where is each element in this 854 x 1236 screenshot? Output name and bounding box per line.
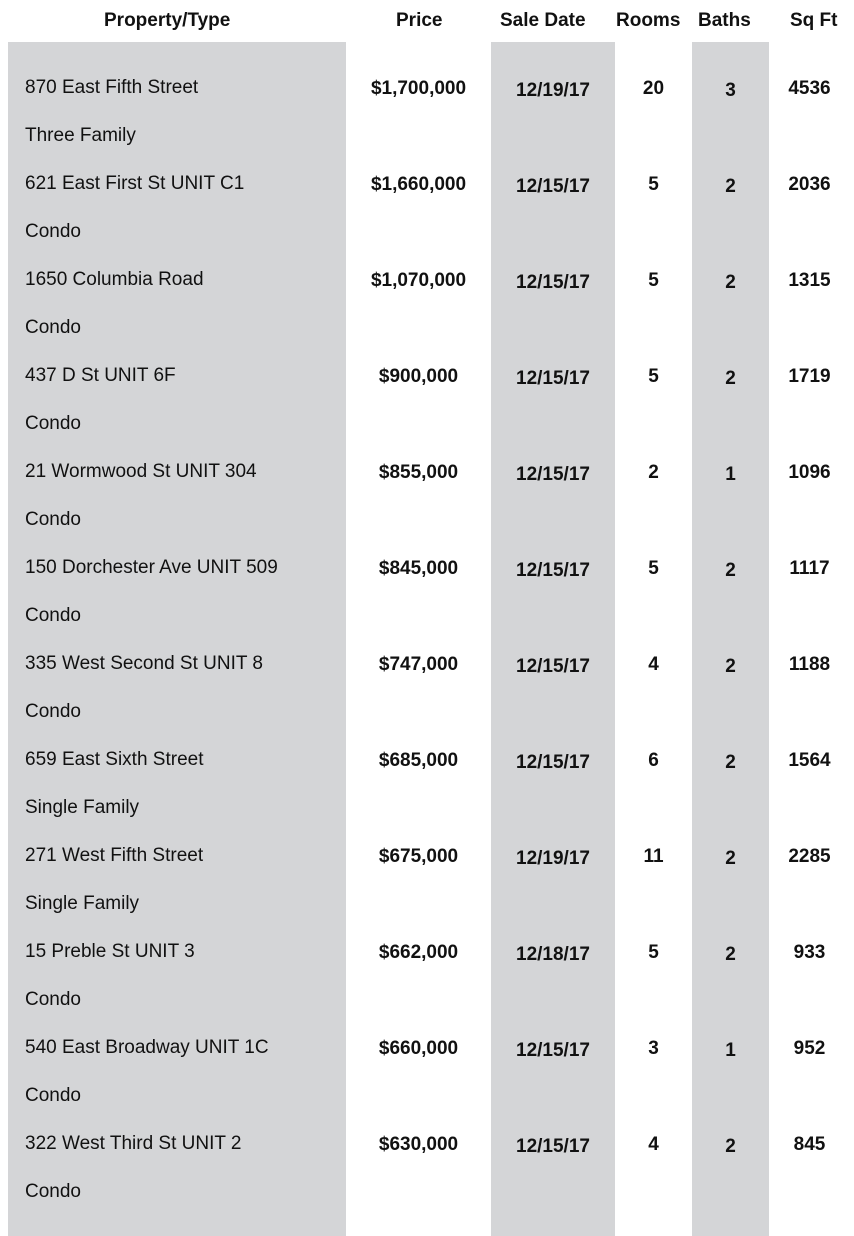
rooms-count: 4 (648, 654, 659, 675)
sale-date: 12/15/17 (516, 1040, 590, 1061)
property-type: Condo (25, 605, 81, 626)
sale-date: 12/19/17 (516, 80, 590, 101)
baths-count: 2 (725, 656, 736, 677)
table-row (0, 531, 854, 627)
sale-price: $855,000 (378, 462, 459, 483)
baths-count: 2 (725, 272, 736, 293)
sale-price: $900,000 (378, 366, 459, 387)
sale-price: $685,000 (378, 750, 459, 771)
property-address: 659 East Sixth Street (25, 749, 204, 770)
property-type: Condo (25, 317, 81, 338)
sale-date: 12/15/17 (516, 368, 590, 389)
property-address: 621 East First St UNIT C1 (25, 173, 245, 194)
rooms-count: 6 (648, 750, 659, 771)
rooms-count: 2 (648, 462, 659, 483)
property-type: Condo (25, 989, 81, 1010)
property-address: 1650 Columbia Road (25, 269, 204, 290)
sale-price: $1,660,000 (370, 174, 467, 195)
rooms-count: 5 (648, 942, 659, 963)
rooms-count: 4 (648, 1134, 659, 1155)
sale-price: $845,000 (378, 558, 459, 579)
table-row (0, 1107, 854, 1203)
rooms-count: 5 (648, 174, 659, 195)
property-type: Condo (25, 413, 81, 434)
table-row (0, 243, 854, 339)
rooms-count: 5 (648, 366, 659, 387)
property-address: 335 West Second St UNIT 8 (25, 653, 263, 674)
property-address: 437 D St UNIT 6F (25, 365, 176, 386)
sale-date: 12/15/17 (516, 752, 590, 773)
property-address: 271 West Fifth Street (25, 845, 204, 866)
property-address: 540 East Broadway UNIT 1C (25, 1037, 269, 1058)
baths-count: 3 (725, 80, 736, 101)
table-row (0, 819, 854, 915)
square-feet: 952 (793, 1038, 826, 1059)
sale-date: 12/15/17 (516, 272, 590, 293)
sale-date: 12/15/17 (516, 560, 590, 581)
square-feet: 1564 (788, 750, 831, 771)
property-address: 150 Dorchester Ave UNIT 509 (25, 557, 278, 578)
sale-price: $660,000 (378, 1038, 459, 1059)
baths-count: 1 (725, 1040, 736, 1061)
column-header-rooms: Rooms (616, 10, 681, 31)
baths-count: 2 (725, 752, 736, 773)
square-feet: 1719 (788, 366, 831, 387)
square-feet: 1096 (788, 462, 831, 483)
sale-date: 12/15/17 (516, 176, 590, 197)
square-feet: 2285 (788, 846, 831, 867)
column-header-baths: Baths (698, 10, 751, 31)
sale-price: $662,000 (378, 942, 459, 963)
baths-count: 2 (725, 368, 736, 389)
sale-price: $675,000 (378, 846, 459, 867)
table-row (0, 723, 854, 819)
property-type: Condo (25, 509, 81, 530)
baths-count: 2 (725, 560, 736, 581)
square-feet: 1315 (788, 270, 831, 291)
column-header-price: Price (396, 10, 443, 31)
rooms-count: 5 (648, 270, 659, 291)
column-header-sale-date: Sale Date (500, 10, 586, 31)
square-feet: 4536 (788, 78, 831, 99)
property-type: Condo (25, 701, 81, 722)
baths-count: 2 (725, 848, 736, 869)
table-header (0, 0, 854, 42)
square-feet: 2036 (788, 174, 831, 195)
property-address: 870 East Fifth Street (25, 77, 199, 98)
baths-count: 2 (725, 176, 736, 197)
table-row (0, 435, 854, 531)
property-type: Condo (25, 221, 81, 242)
square-feet: 845 (793, 1134, 826, 1155)
property-type: Condo (25, 1181, 81, 1202)
sale-price: $1,070,000 (370, 270, 467, 291)
table-row (0, 51, 854, 147)
baths-count: 2 (725, 944, 736, 965)
property-address: 322 West Third St UNIT 2 (25, 1133, 242, 1154)
sale-date: 12/18/17 (516, 944, 590, 965)
property-type: Condo (25, 1085, 81, 1106)
table-row (0, 147, 854, 243)
rooms-count: 20 (642, 78, 665, 99)
table-row (0, 1011, 854, 1107)
sale-price: $1,700,000 (370, 78, 467, 99)
property-type: Three Family (25, 125, 136, 146)
property-type: Single Family (25, 797, 140, 818)
sale-date: 12/15/17 (516, 464, 590, 485)
square-feet: 933 (793, 942, 826, 963)
baths-count: 1 (725, 464, 736, 485)
baths-count: 2 (725, 1136, 736, 1157)
sale-price: $630,000 (378, 1134, 459, 1155)
rooms-count: 11 (643, 846, 664, 867)
square-feet: 1117 (789, 558, 830, 579)
column-header-sq-ft: Sq Ft (790, 10, 838, 31)
table-row (0, 339, 854, 435)
table-row (0, 915, 854, 1011)
column-header-property-type: Property/Type (104, 10, 231, 31)
sales-table (0, 42, 854, 1236)
property-address: 15 Preble St UNIT 3 (25, 941, 195, 962)
square-feet: 1188 (788, 654, 831, 675)
sale-date: 12/15/17 (516, 1136, 590, 1157)
sale-date: 12/19/17 (516, 848, 590, 869)
rooms-count: 3 (648, 1038, 659, 1059)
property-address: 21 Wormwood St UNIT 304 (25, 461, 257, 482)
property-type: Single Family (25, 893, 140, 914)
rooms-count: 5 (648, 558, 659, 579)
sale-date: 12/15/17 (516, 656, 590, 677)
sale-price: $747,000 (378, 654, 459, 675)
table-row (0, 627, 854, 723)
